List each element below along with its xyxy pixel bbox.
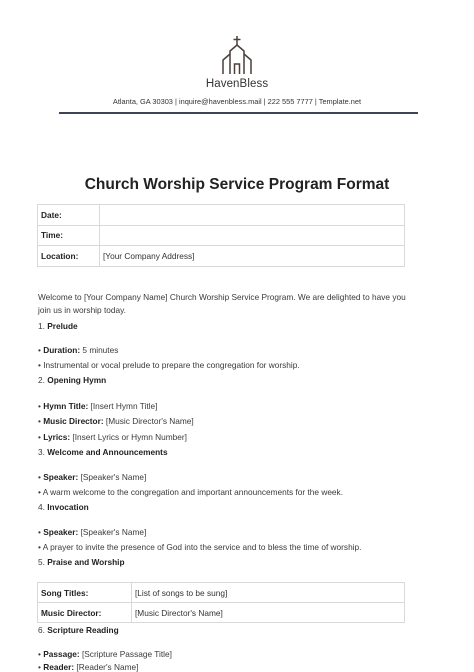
- section-heading: [38, 502, 89, 512]
- item-text: A warm welcome to the congregation and important announcements for the week.: [42, 487, 344, 497]
- item-text: Instrumental or vocal prelude to prepare the congregation for worship.: [43, 360, 300, 370]
- section-heading: [38, 375, 106, 385]
- time-label: Time:: [38, 225, 100, 246]
- item-value: [Speaker's Name]: [78, 527, 147, 537]
- page-title: Church Worship Service Program Format: [84, 176, 390, 193]
- section-heading: [38, 625, 119, 635]
- songs-table: [37, 582, 405, 623]
- item-label: Speaker:: [43, 527, 79, 537]
- table-row: [38, 225, 405, 246]
- section-title: Praise and Worship: [47, 557, 125, 567]
- music-director-value: [Music Director's Name]: [132, 603, 405, 623]
- section-number: 2.: [38, 375, 45, 385]
- list-item: [38, 542, 361, 552]
- table-row: [38, 205, 405, 226]
- item-label: Reader:: [43, 662, 75, 672]
- music-director-label: Music Director:: [38, 603, 132, 623]
- bullet-icon: •: [38, 487, 41, 497]
- item-value: [Insert Lyrics or Hymn Number]: [70, 432, 187, 442]
- section-number: 6.: [38, 625, 45, 635]
- list-item: [38, 360, 300, 370]
- item-label: Lyrics:: [43, 432, 71, 442]
- section-number: 5.: [38, 557, 45, 567]
- list-item: [38, 527, 146, 537]
- brand-name: HavenBless: [205, 78, 269, 90]
- item-value: [Insert Hymn Title]: [88, 401, 158, 411]
- section-heading: [38, 447, 168, 457]
- date-value: [100, 205, 405, 226]
- section-number: 3.: [38, 447, 45, 457]
- bullet-icon: •: [38, 472, 41, 482]
- section-title: Invocation: [47, 502, 89, 512]
- bullet-icon: •: [38, 401, 41, 411]
- list-item: [38, 401, 157, 411]
- table-row: [38, 583, 405, 603]
- section-title: Welcome and Announcements: [47, 447, 168, 457]
- section-number: 1.: [38, 321, 45, 331]
- item-label: Hymn Title:: [43, 401, 89, 411]
- song-titles-label: Song Titles:: [38, 583, 132, 603]
- bullet-icon: •: [38, 542, 41, 552]
- item-text: A prayer to invite the presence of God into the service and to bless the time of worship.: [42, 542, 362, 552]
- item-value: [Scripture Passage Title]: [79, 649, 172, 659]
- bullet-icon: •: [38, 345, 41, 355]
- location-label: Location:: [38, 246, 100, 267]
- bullet-icon: •: [38, 649, 41, 659]
- section-heading: [38, 321, 78, 331]
- list-item: [38, 662, 138, 672]
- bullet-icon: •: [38, 360, 41, 370]
- item-value: [Music Director's Name]: [103, 416, 194, 426]
- item-label: Duration:: [43, 345, 81, 355]
- bullet-icon: •: [38, 527, 41, 537]
- item-label: Speaker:: [43, 472, 79, 482]
- list-item: [38, 472, 146, 482]
- section-number: 4.: [38, 502, 45, 512]
- item-value: [Reader's Name]: [74, 662, 139, 672]
- list-item: [38, 416, 194, 426]
- contact-line: Atlanta, GA 30303 | inquire@havenbless.mail | 222 555 7777 | Template.net: [112, 97, 362, 106]
- song-titles-value: [List of songs to be sung]: [132, 583, 405, 603]
- location-value: [Your Company Address]: [100, 246, 405, 267]
- item-value: [Speaker's Name]: [78, 472, 147, 482]
- info-table: [37, 204, 405, 267]
- list-item: [38, 432, 187, 442]
- bullet-icon: •: [38, 416, 41, 426]
- section-title: Prelude: [47, 321, 78, 331]
- intro-paragraph: Welcome to [Your Company Name] Church Worship Service Program. We are delighted to have you join us in worship today.: [38, 292, 406, 315]
- church-icon: [217, 36, 257, 76]
- header-divider: [59, 112, 418, 114]
- bullet-icon: •: [38, 662, 41, 672]
- item-label: Music Director:: [43, 416, 104, 426]
- time-value: [100, 225, 405, 246]
- list-item: [38, 649, 172, 659]
- table-row: [38, 246, 405, 267]
- date-label: Date:: [38, 205, 100, 226]
- item-label: Passage:: [43, 649, 80, 659]
- list-item: [38, 487, 343, 497]
- table-row: [38, 603, 405, 623]
- bullet-icon: •: [38, 432, 41, 442]
- logo: [0, 36, 474, 76]
- list-item: [38, 345, 118, 355]
- item-value: 5 minutes: [80, 345, 119, 355]
- section-title: Opening Hymn: [47, 375, 107, 385]
- section-heading: [38, 557, 125, 567]
- section-title: Scripture Reading: [47, 625, 119, 635]
